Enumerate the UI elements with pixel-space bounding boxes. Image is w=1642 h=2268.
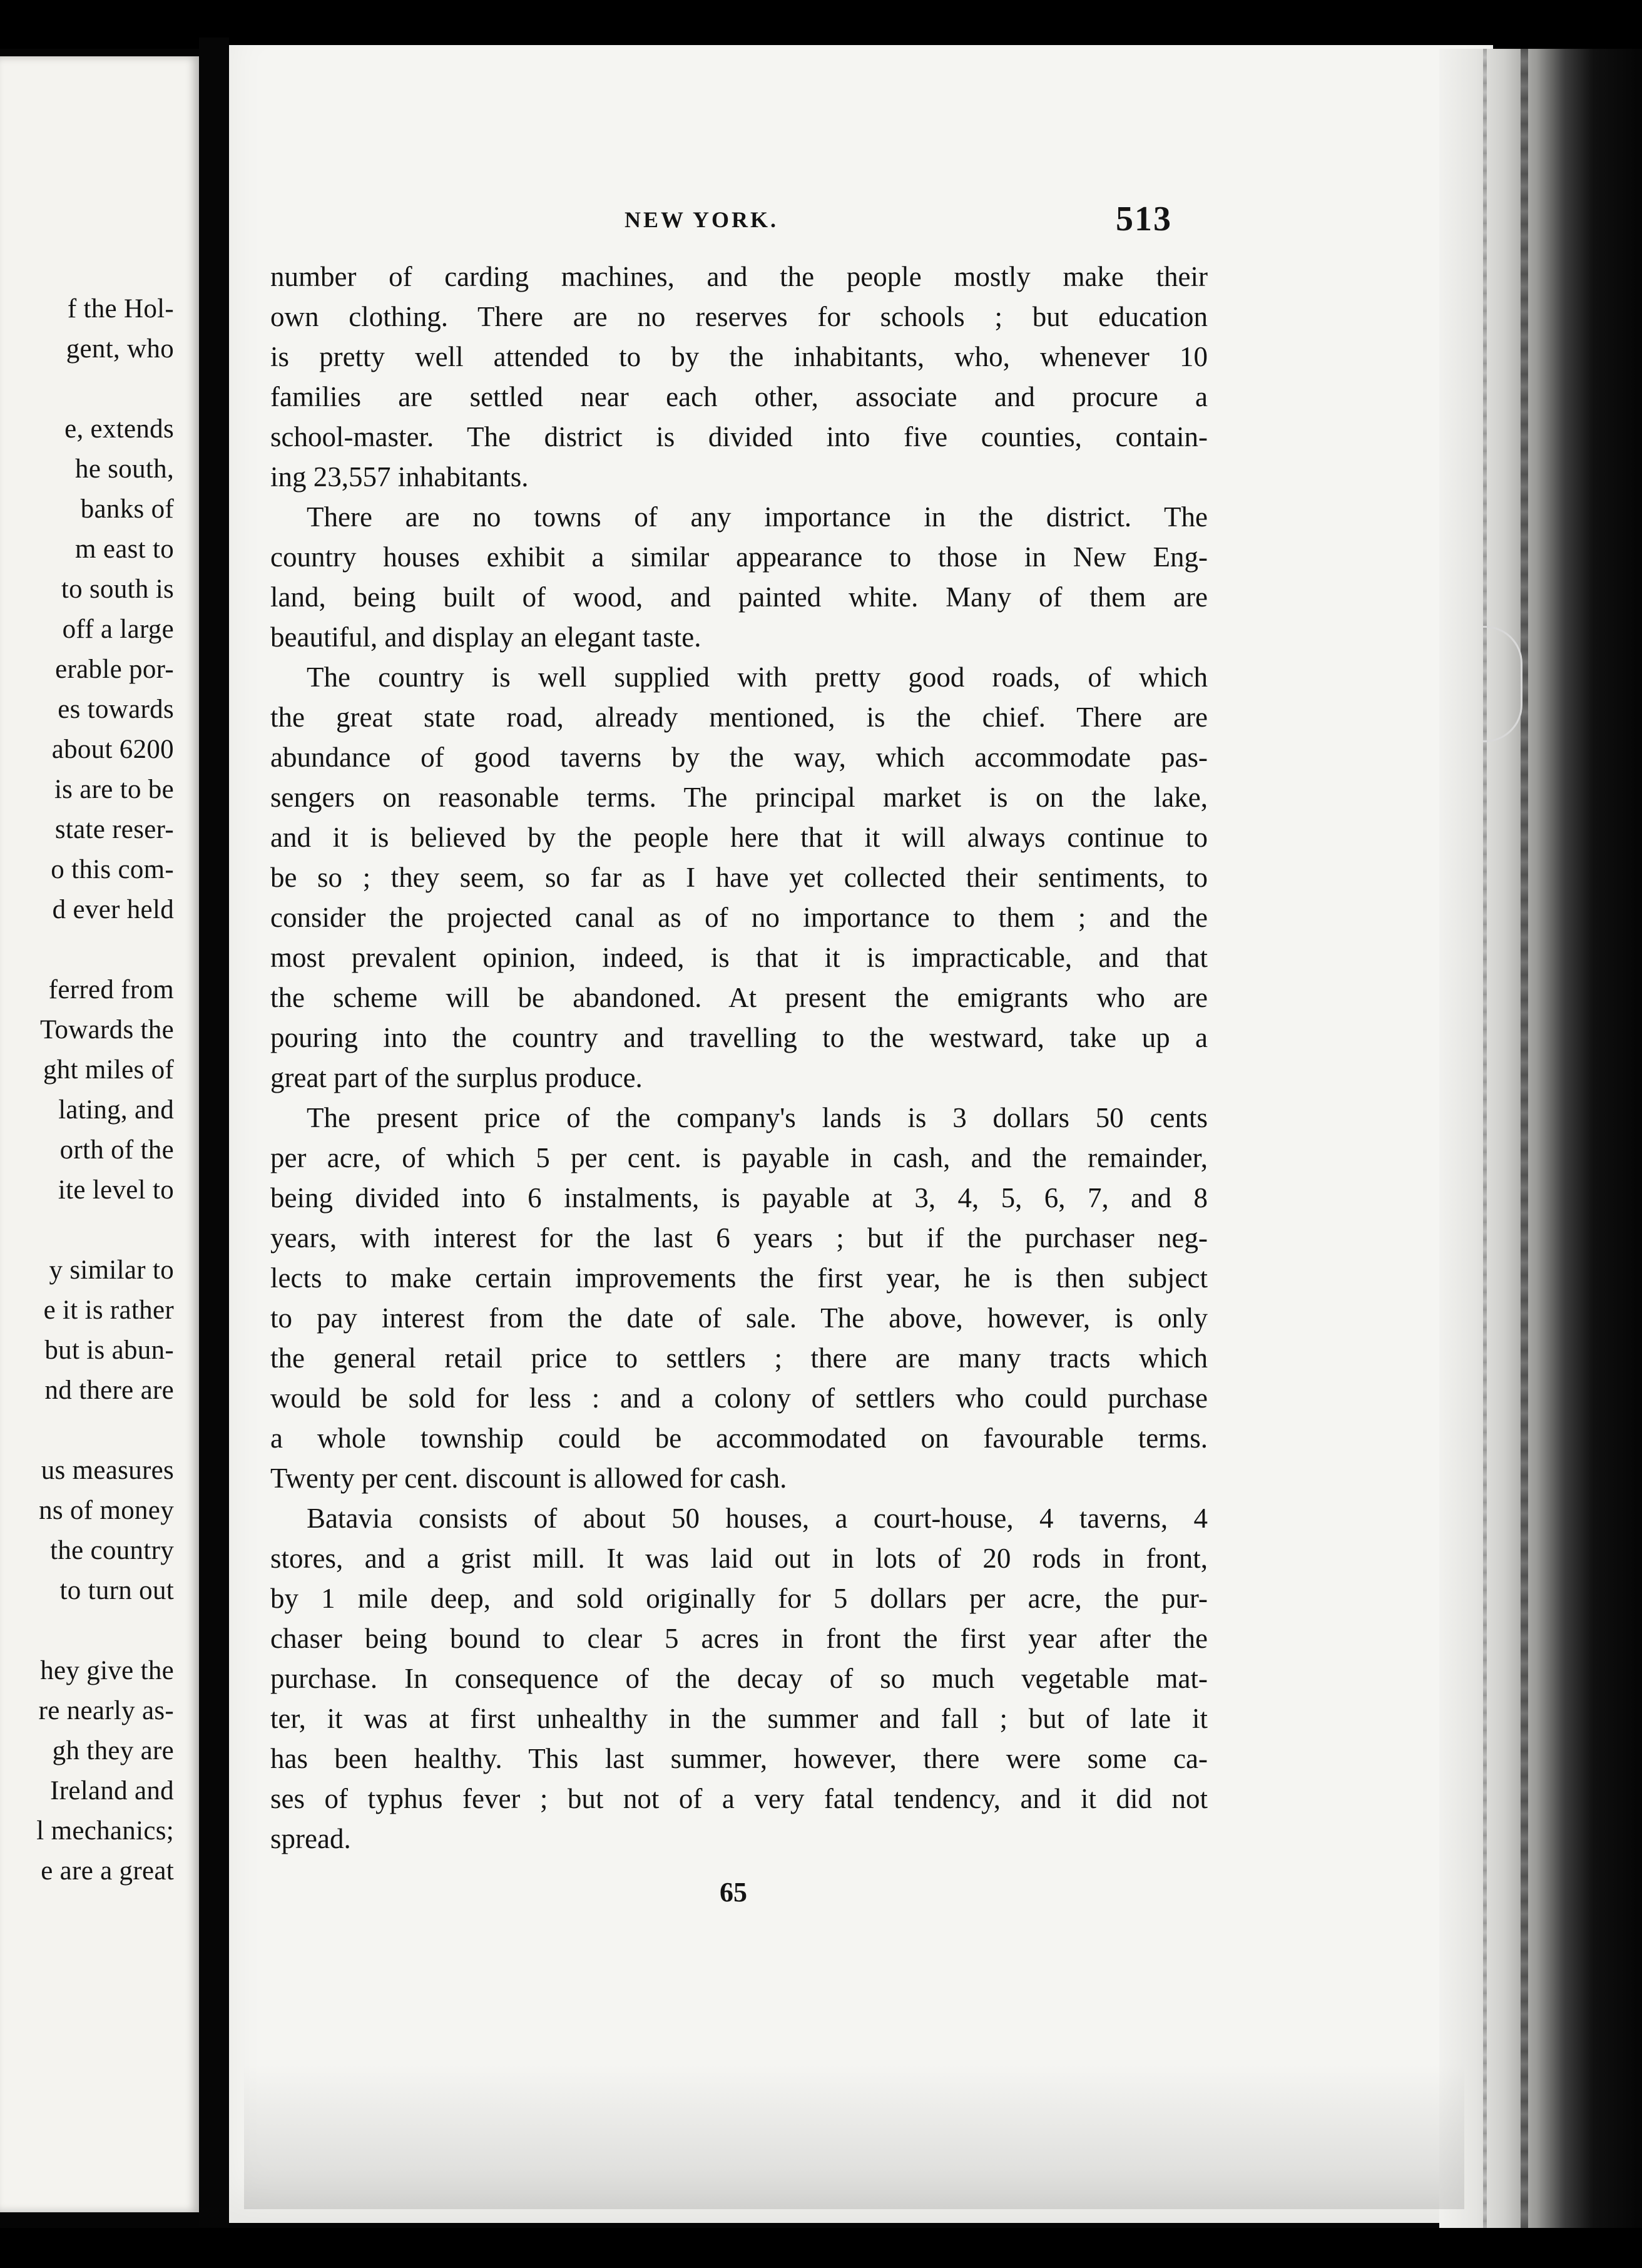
text-line: school-master. The district is divided into five counties, contain- (270, 421, 1208, 452)
text-line: to pay interest from the date of sale. The above, however, is only (270, 1302, 1208, 1334)
scan-bottom-border (0, 2228, 1642, 2268)
text-line: by 1 mile deep, and sold originally for 5 dollars per acre, the pur- (270, 1583, 1208, 1614)
text-line: Twenty per cent. discount is allowed for cash. (270, 1463, 787, 1494)
text-line: ing 23,557 inhabitants. (270, 461, 529, 493)
facing-page-line: ns of money (39, 1496, 174, 1525)
text-line: families are settled near each other, associate and procure a (270, 381, 1208, 412)
text-line: country houses exhibit a similar appearance to those in New Eng- (270, 541, 1208, 573)
text-line: a whole township could be accommodated on favourable terms. (270, 1423, 1208, 1454)
text-line: lects to make certain improvements the first year, he is then subject (270, 1262, 1208, 1294)
facing-page-line: nd there are (44, 1376, 174, 1405)
facing-page-line: o this com- (51, 855, 174, 884)
facing-page-line: ite level to (58, 1175, 174, 1205)
text-line: Batavia consists of about 50 houses, a court-house, 4 taverns, 4 (307, 1503, 1208, 1534)
text-line: per acre, of which 5 per cent. is payable in cash, and the remainder, (270, 1142, 1208, 1173)
text-line: number of carding machines, and the people mostly make their (270, 261, 1208, 292)
facing-page-line: orth of the (59, 1135, 174, 1165)
text-line: abundance of good taverns by the way, which accommodate pas- (270, 742, 1208, 773)
text-line: has been healthy. This last summer, however, there were some ca- (270, 1743, 1208, 1774)
facing-page-line: es towards (58, 695, 174, 724)
page-edge-shadow (1439, 49, 1642, 2228)
facing-page-line: to turn out (59, 1576, 174, 1605)
facing-page-line: off a large (62, 615, 174, 644)
scan-top-border (0, 0, 1642, 49)
facing-page-line: about 6200 (51, 735, 174, 764)
text-line: most prevalent opinion, indeed, is that it is impracticable, and that (270, 942, 1208, 973)
text-line: pouring into the country and travelling to the westward, take up a (270, 1022, 1208, 1053)
text-line: own clothing. There are no reserves for schools ; but education (270, 301, 1208, 332)
text-line: be so ; they seem, so far as I have yet collected their sentiments, to (270, 862, 1208, 893)
text-line: sengers on reasonable terms. The principal market is on the lake, (270, 782, 1208, 813)
facing-page-line: ght miles of (43, 1055, 174, 1085)
facing-page-line: hey give the (40, 1656, 174, 1685)
facing-page (0, 56, 199, 2212)
text-line: There are no towns of any importance in the district. The (307, 501, 1208, 533)
text-line: being divided into 6 instalments, is payable at 3, 4, 5, 6, 7, and 8 (270, 1182, 1208, 1213)
facing-page-line: the country (50, 1536, 174, 1565)
text-line: great part of the surplus produce. (270, 1062, 643, 1093)
text-line: The country is well supplied with pretty good roads, of which (307, 662, 1208, 693)
facing-page-line: gh they are (52, 1736, 174, 1765)
facing-page-line: he south, (75, 454, 174, 484)
facing-page-line: ferred from (48, 975, 174, 1004)
text-line: chaser being bound to clear 5 acres in front the first year after the (270, 1623, 1208, 1654)
facing-page-line: e are a great (41, 1856, 174, 1886)
text-line: the great state road, already mentioned, is the chief. There are (270, 702, 1208, 733)
text-line: the scheme will be abandoned. At present the emigrants who are (270, 982, 1208, 1013)
text-line: years, with interest for the last 6 years ; but if the purchaser neg- (270, 1222, 1208, 1254)
text-line: purchase. In consequence of the decay of so much vegetable mat- (270, 1663, 1208, 1694)
facing-page-line: e, extends (64, 414, 174, 444)
facing-page-line: Towards the (39, 1015, 174, 1045)
running-head: NEW YORK. (625, 207, 779, 232)
facing-page-line: banks of (80, 494, 174, 524)
text-line: and it is believed by the people here that it will always continue to (270, 822, 1208, 853)
facing-page-line: f the Hol- (67, 294, 174, 324)
facing-page-line: l mechanics; (36, 1816, 174, 1846)
facing-page-line: erable por- (55, 655, 174, 684)
page-number: 513 (1116, 200, 1172, 238)
text-line: ses of typhus fever ; but not of a very fatal tendency, and it did not (270, 1783, 1208, 1814)
text-line: is pretty well attended to by the inhabitants, who, whenever 10 (270, 341, 1208, 372)
facing-page-line: m east to (75, 534, 174, 564)
page-fold-mark (1483, 626, 1522, 742)
facing-page-line: is are to be (54, 775, 174, 804)
facing-page-line: Ireland and (50, 1776, 174, 1806)
book-gutter (199, 38, 229, 2234)
facing-page-line: but is abun- (44, 1336, 174, 1365)
facing-page-line: e it is rather (43, 1295, 174, 1325)
text-line: stores, and a grist mill. It was laid out in lots of 20 rods in front, (270, 1543, 1208, 1574)
page-smudge (244, 2065, 1464, 2209)
facing-page-line: state reser- (54, 815, 174, 844)
text-line: spread. (270, 1823, 351, 1854)
text-line: beautiful, and display an elegant taste. (270, 621, 701, 653)
facing-page-line: gent, who (66, 334, 174, 364)
facing-page-line: y similar to (49, 1255, 174, 1285)
text-line: ter, it was at first unhealthy in the summer and fall ; but of late it (270, 1703, 1208, 1734)
text-line: would be sold for less : and a colony of settlers who could purchase (270, 1382, 1208, 1414)
facing-page-line: d ever held (52, 895, 174, 924)
text-line: the general retail price to settlers ; there are many tracts which (270, 1342, 1208, 1374)
facing-page-line: us measures (41, 1456, 174, 1485)
facing-page-line: lating, and (58, 1095, 174, 1125)
text-line: consider the projected canal as of no importance to them ; and the (270, 902, 1208, 933)
text-line: The present price of the company's lands is 3 dollars 50 cents (307, 1102, 1208, 1133)
signature-mark: 65 (720, 1877, 747, 1908)
facing-page-line: to south is (61, 575, 174, 604)
facing-page-line: re nearly as- (38, 1696, 174, 1725)
text-line: land, being built of wood, and painted white. Many of them are (270, 581, 1208, 613)
